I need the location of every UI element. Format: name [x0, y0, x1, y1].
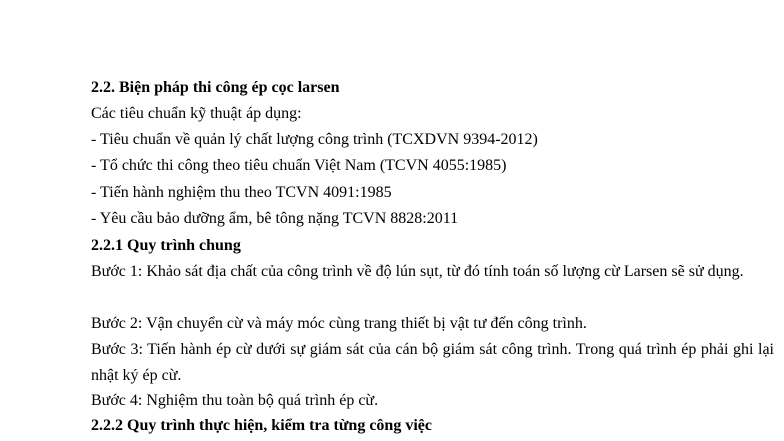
step-paragraph: Bước 4: Nghiệm thu toàn bộ quá trình ép cừ.	[91, 392, 379, 409]
standard-item: - Tổ chức thi công theo tiêu chuẩn Việt Nam (TCVN 4055:1985)	[91, 157, 507, 174]
standard-item: - Yêu cầu bảo dưỡng ẩm, bê tông nặng TCVN 8828:2011	[91, 210, 459, 227]
step-paragraph: Bước 2: Vận chuyển cừ và máy móc cùng trang thiết bị vật tư đến công trình.	[91, 315, 587, 332]
section-heading-2-2-1: 2.2.1 Quy trình chung	[91, 237, 241, 254]
step-paragraph: Bước 3: Tiến hành ép cừ dưới sự giám sát của cán bộ giám sát công trình. Trong quá trình ép phải ghi lại nhật ký ép cừ.	[91, 341, 774, 384]
standard-item: - Tiêu chuẩn về quản lý chất lượng công trình (TCXDVN 9394-2012)	[91, 131, 538, 148]
standard-item: - Tiến hành nghiệm thu theo TCVN 4091:1985	[91, 184, 392, 201]
step-paragraph: Bước 1: Khảo sát địa chất của công trình về độ lún sụt, từ đó tính toán số lượng cừ Larsen sẽ sử dụng.	[91, 263, 744, 280]
section-heading-2-2-2: 2.2.2 Quy trình thực hiện, kiểm tra từng công việc	[91, 417, 432, 434]
standards-intro: Các tiêu chuẩn kỹ thuật áp dụng:	[91, 105, 302, 122]
section-heading-2-2: 2.2. Biện pháp thi công ép cọc larsen	[91, 79, 340, 96]
